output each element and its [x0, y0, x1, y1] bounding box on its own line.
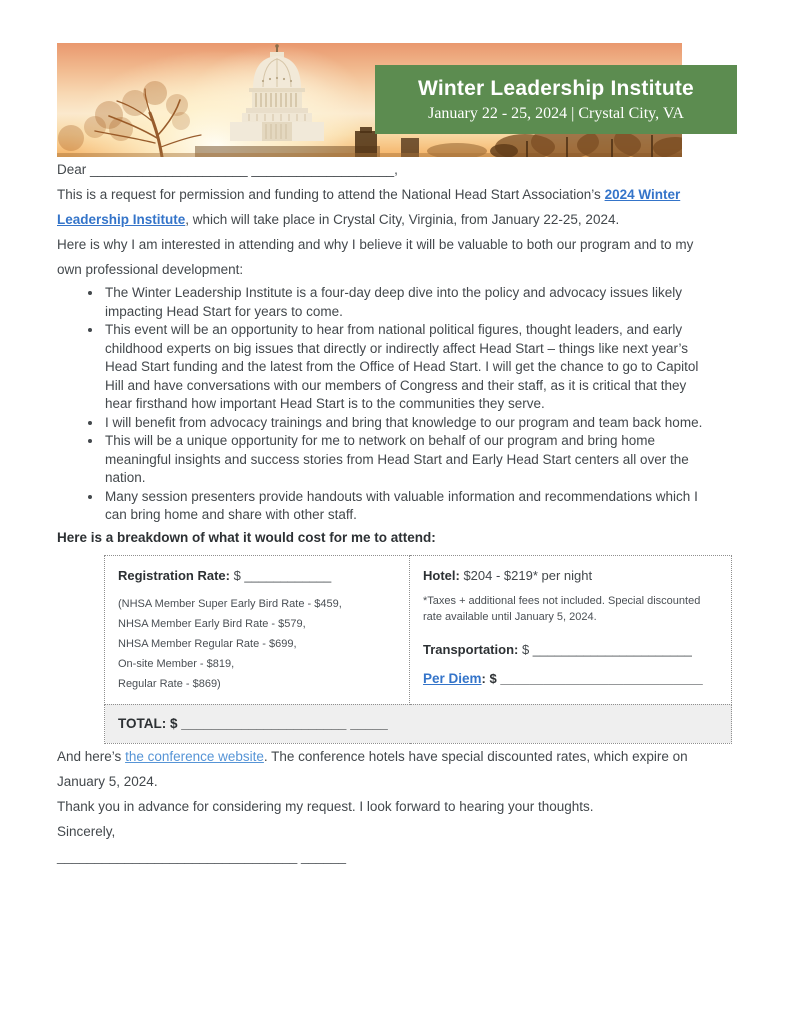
total-label: TOTAL:	[118, 715, 167, 731]
signoff: Sincerely,	[57, 823, 116, 839]
registration-rate-details	[118, 594, 396, 694]
benefits-list	[57, 284, 713, 525]
conference-website-link[interactable]: the conference website	[125, 748, 264, 764]
closing-text-before: And here’s	[57, 748, 126, 764]
total-blank: $ ______________________ _____	[166, 715, 388, 731]
benefit-item: • I will benefit from advocacy trainings and bring that knowledge to our program and team back home.	[103, 414, 713, 433]
transportation-line	[423, 641, 718, 659]
letter-body	[57, 157, 713, 869]
cost-table	[104, 555, 732, 744]
banner-dates: January 22 - 25, 2024 | Crystal City, VA	[428, 104, 684, 122]
cost-table-main-row	[105, 555, 732, 704]
request-text-before: This is a request for permission and funding to attend the National Head Start Association’s	[57, 187, 605, 202]
hotel-cell	[410, 555, 732, 704]
thanks-paragraph: Thank you in advance for considering my request. I look forward to hearing your thoughts.	[57, 798, 594, 814]
per-diem-blank: : $ ____________________________	[481, 670, 703, 686]
benefit-item: • This event will be an opportunity to hear from national political figures, thought leaders, and early childhood experts on big issues that directly or indirectly affect Head Start – things like next year’s Head Start funding and the latest from the Office of Head Start. I will get the chance to go to Capitol Hill and have conversations with our members of Congress and their staff, as it is critical that they hear firsthand how important Head Start is to the communities they serve.	[103, 321, 713, 414]
hotel-note: *Taxes + additional fees not included. Special discounted rate available until January 5, 2024.	[423, 594, 701, 623]
registration-label: Registration Rate:	[118, 567, 230, 583]
registration-blank: $ ____________	[229, 567, 332, 583]
closing-paragraph	[57, 744, 713, 794]
cost-breakdown-heading: Here is a breakdown of what it would cost for me to attend:	[57, 529, 436, 545]
winter-leadership-institute-link[interactable]: 2024 Winter Leadership Institute	[57, 187, 681, 227]
salutation-blank: _____________________ ___________________	[90, 162, 395, 177]
why-paragraph: Here is why I am interested in attending and why I believe it will be valuable to both our program and to my own professional development:	[57, 237, 694, 277]
hotel-label: Hotel:	[423, 567, 460, 583]
benefit-item: • This will be a unique opportunity for me to network on behalf of our program and bring home meaningful insights and success stories from Head Start and Early Head Start centers all over the nation.	[103, 432, 713, 488]
salutation-comma: ,	[394, 162, 398, 177]
cost-table-total-row	[105, 704, 732, 743]
hotel-value: $204 - $219* per night	[459, 567, 593, 583]
banner-green-panel	[375, 65, 737, 134]
rate-detail-line: Regular Rate - $869)	[118, 677, 221, 690]
hotel-line	[423, 567, 718, 585]
registration-line	[118, 567, 396, 585]
per-diem-line	[423, 670, 718, 688]
salutation-line	[57, 157, 713, 182]
request-text-after: , which will take place in Crystal City, Virginia, from January 22-25, 2024.	[185, 212, 620, 227]
signature-line: ________________________________ ______	[57, 848, 347, 864]
registration-cell	[105, 555, 410, 704]
closing-text-after: . The conference hotels have special discounted rates, which expire on January 5, 2024.	[57, 748, 688, 789]
banner-title: Winter Leadership Institute	[418, 76, 694, 100]
rate-detail-line: NHSA Member Early Bird Rate - $579,	[118, 617, 306, 630]
rate-detail-line: (NHSA Member Super Early Bird Rate - $459,	[118, 597, 342, 610]
benefit-item: • Many session presenters provide handouts with valuable information and recommendations which I can bring home and share with other staff.	[103, 488, 713, 525]
total-cell	[105, 704, 732, 743]
rate-detail-line: On-site Member - $819,	[118, 657, 235, 670]
per-diem-link[interactable]: Per Diem	[423, 670, 482, 686]
transportation-blank: $ ______________________	[518, 641, 692, 657]
transportation-label: Transportation:	[423, 641, 519, 657]
rate-detail-line: NHSA Member Regular Rate - $699,	[118, 637, 297, 650]
benefit-item: • The Winter Leadership Institute is a four-day deep dive into the policy and advocacy issues likely impacting Head Start for years to come.	[103, 284, 713, 321]
banner	[0, 0, 791, 157]
salutation-prefix: Dear	[57, 162, 91, 177]
request-paragraph	[57, 182, 713, 232]
